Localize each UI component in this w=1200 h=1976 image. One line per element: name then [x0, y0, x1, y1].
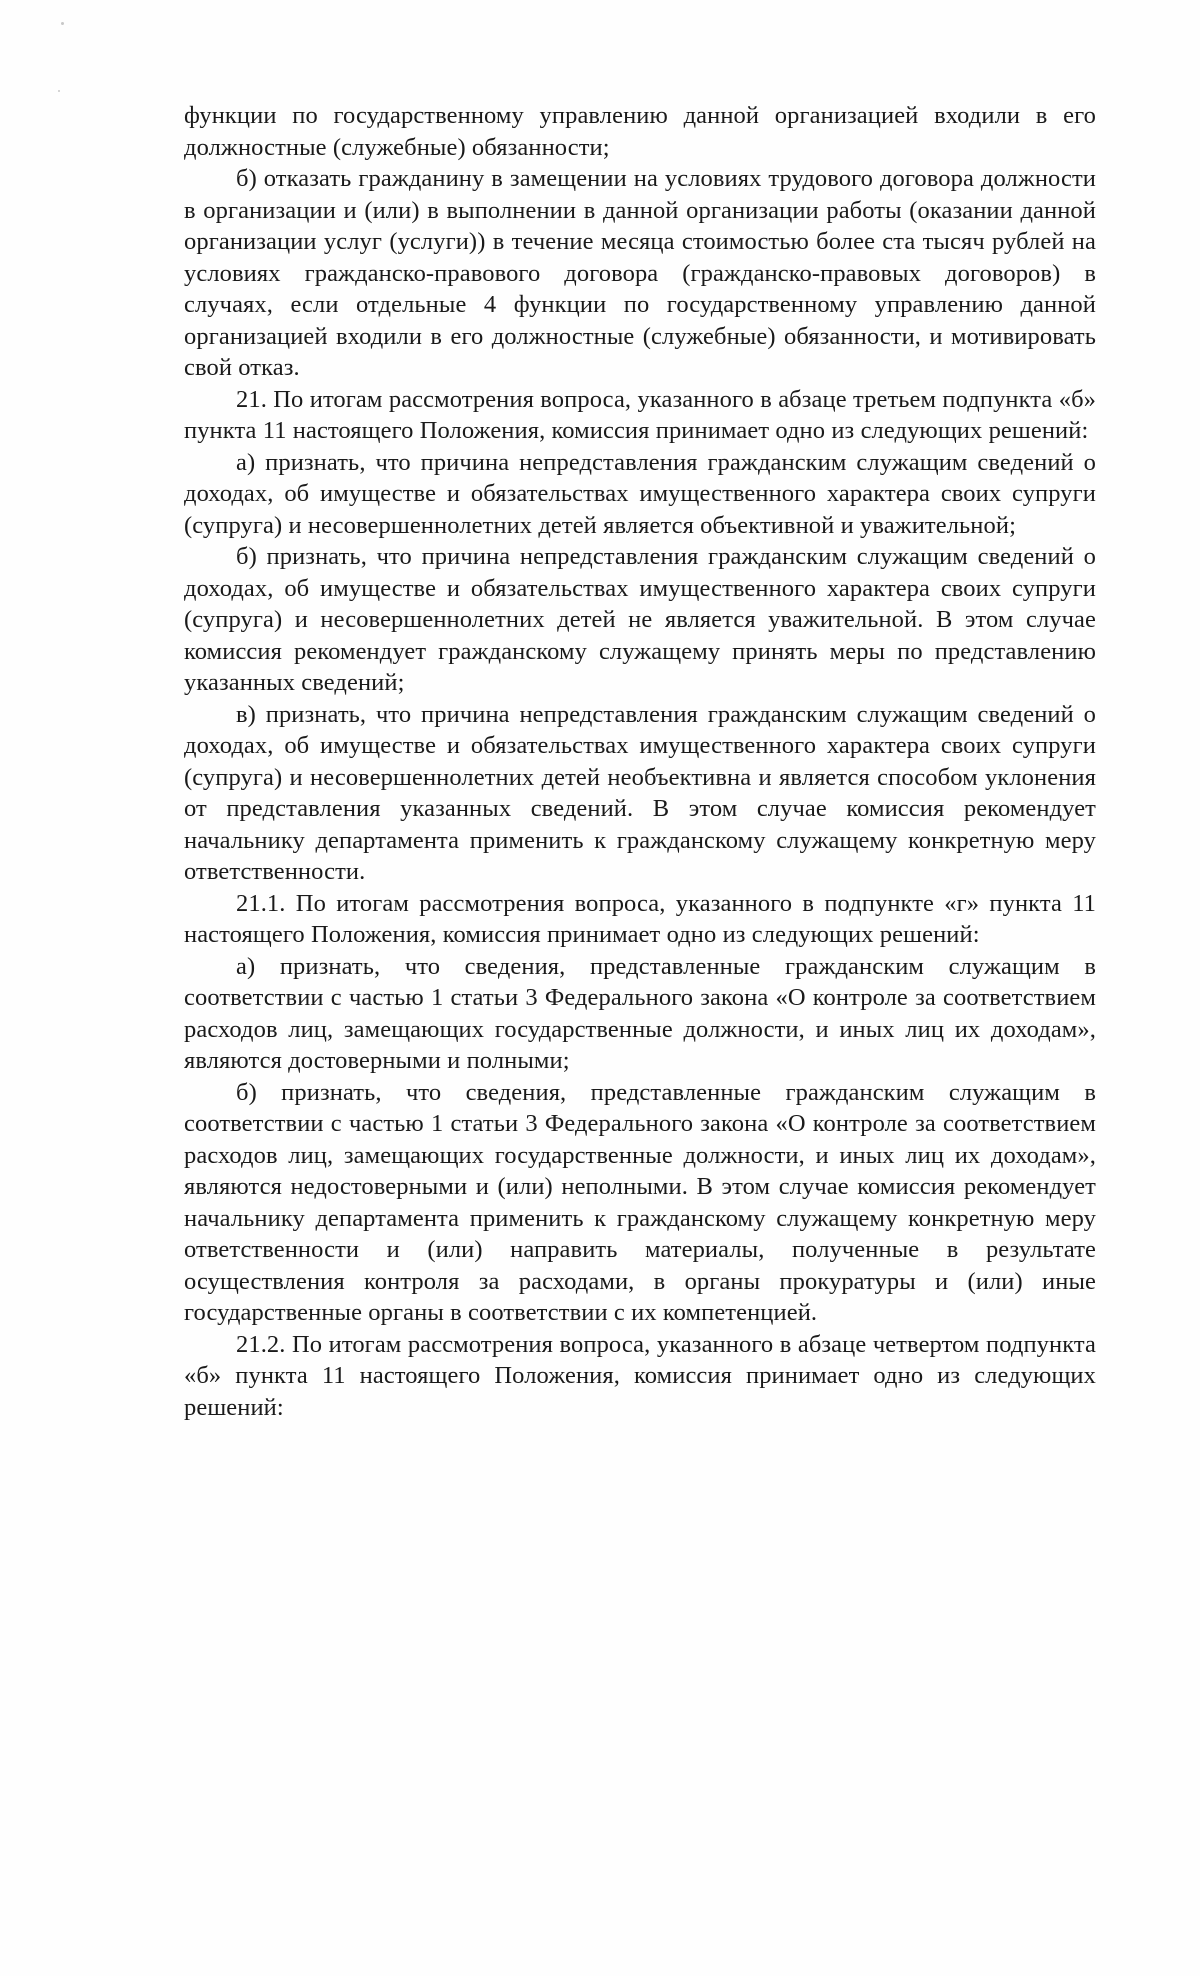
paragraph-item-b-refuse: б) отказать гражданину в замещении на условиях трудового договора должности в организации и (или) в выполнении в данной организации работы (оказании данной организации услуг (услуги)) в течение месяца стоимостью более ста тысяч рублей на условиях гражданско-правового договора (гражданско-правовых договоров) в случаях, если отдельные 4 функции по государственному управлению данной организацией входили в его должностные (служебные) обязанности, и мотивировать свой отказ.	[184, 165, 1096, 381]
paragraph-21-1-a: а) признать, что сведения, представленные гражданским служащим в соответствии с частью 1 статьи 3 Федерального закона «О контроле за соответствием расходов лиц, замещающих государственные должности, и иных лиц их доходам», являются достоверными и полными;	[184, 952, 1096, 1074]
paragraph-continuation: функции по государственному управлению данной организацией входили в его должностные (служебные) обязанности;	[184, 102, 1096, 161]
paragraph-21-1-b: б) признать, что сведения, представленные гражданским служащим в соответствии с частью 1 статьи 3 Федерального закона «О контроле за соответствием расходов лиц, замещающих государственные должности, и иных лиц их доходам», являются недостоверными и (или) неполными. В этом случае комиссия рекомендует начальнику департамента применить к гражданскому служащему конкретную меру ответственности и (или) направить материалы, полученные в результате осуществления контроля за расходами, в органы прокуратуры и (или) иные государственные органы в соответствии с их компетенцией.	[184, 1078, 1096, 1326]
scan-speck	[61, 22, 64, 25]
paragraph-21: 21. По итогам рассмотрения вопроса, указанного в абзаце третьем подпункта «б» пункта 11 настоящего Положения, комиссия принимает одно из следующих решений:	[184, 385, 1096, 444]
scan-speck	[58, 90, 60, 92]
document-body	[184, 100, 1096, 1423]
paragraph-21-a: а) признать, что причина непредставления гражданским служащим сведений о доходах, об имуществе и обязательствах имущественного характера своих супруги (супруга) и несовершеннолетних детей является объективной и уважительной;	[184, 448, 1096, 539]
paragraph-21-1: 21.1. По итогам рассмотрения вопроса, указанного в подпункте «г» пункта 11 настоящего Положения, комиссия принимает одно из следующих решений:	[184, 889, 1096, 948]
paragraph-21-2: 21.2. По итогам рассмотрения вопроса, указанного в абзаце четвертом подпункта «б» пункта 11 настоящего Положения, комиссия принимает одно из следующих решений:	[184, 1330, 1096, 1421]
paragraph-21-v: в) признать, что причина непредставления гражданским служащим сведений о доходах, об имуществе и обязательствах имущественного характера своих супруги (супруга) и несовершеннолетних детей необъективна и является способом уклонения от представления указанных сведений. В этом случае комиссия рекомендует начальнику департамента применить к гражданскому служащему конкретную меру ответственности.	[184, 700, 1096, 885]
paragraph-21-b: б) признать, что причина непредставления гражданским служащим сведений о доходах, об имуществе и обязательствах имущественного характера своих супруги (супруга) и несовершеннолетних детей не является уважительной. В этом случае комиссия рекомендует гражданскому служащему принять меры по представлению указанных сведений;	[184, 543, 1096, 696]
